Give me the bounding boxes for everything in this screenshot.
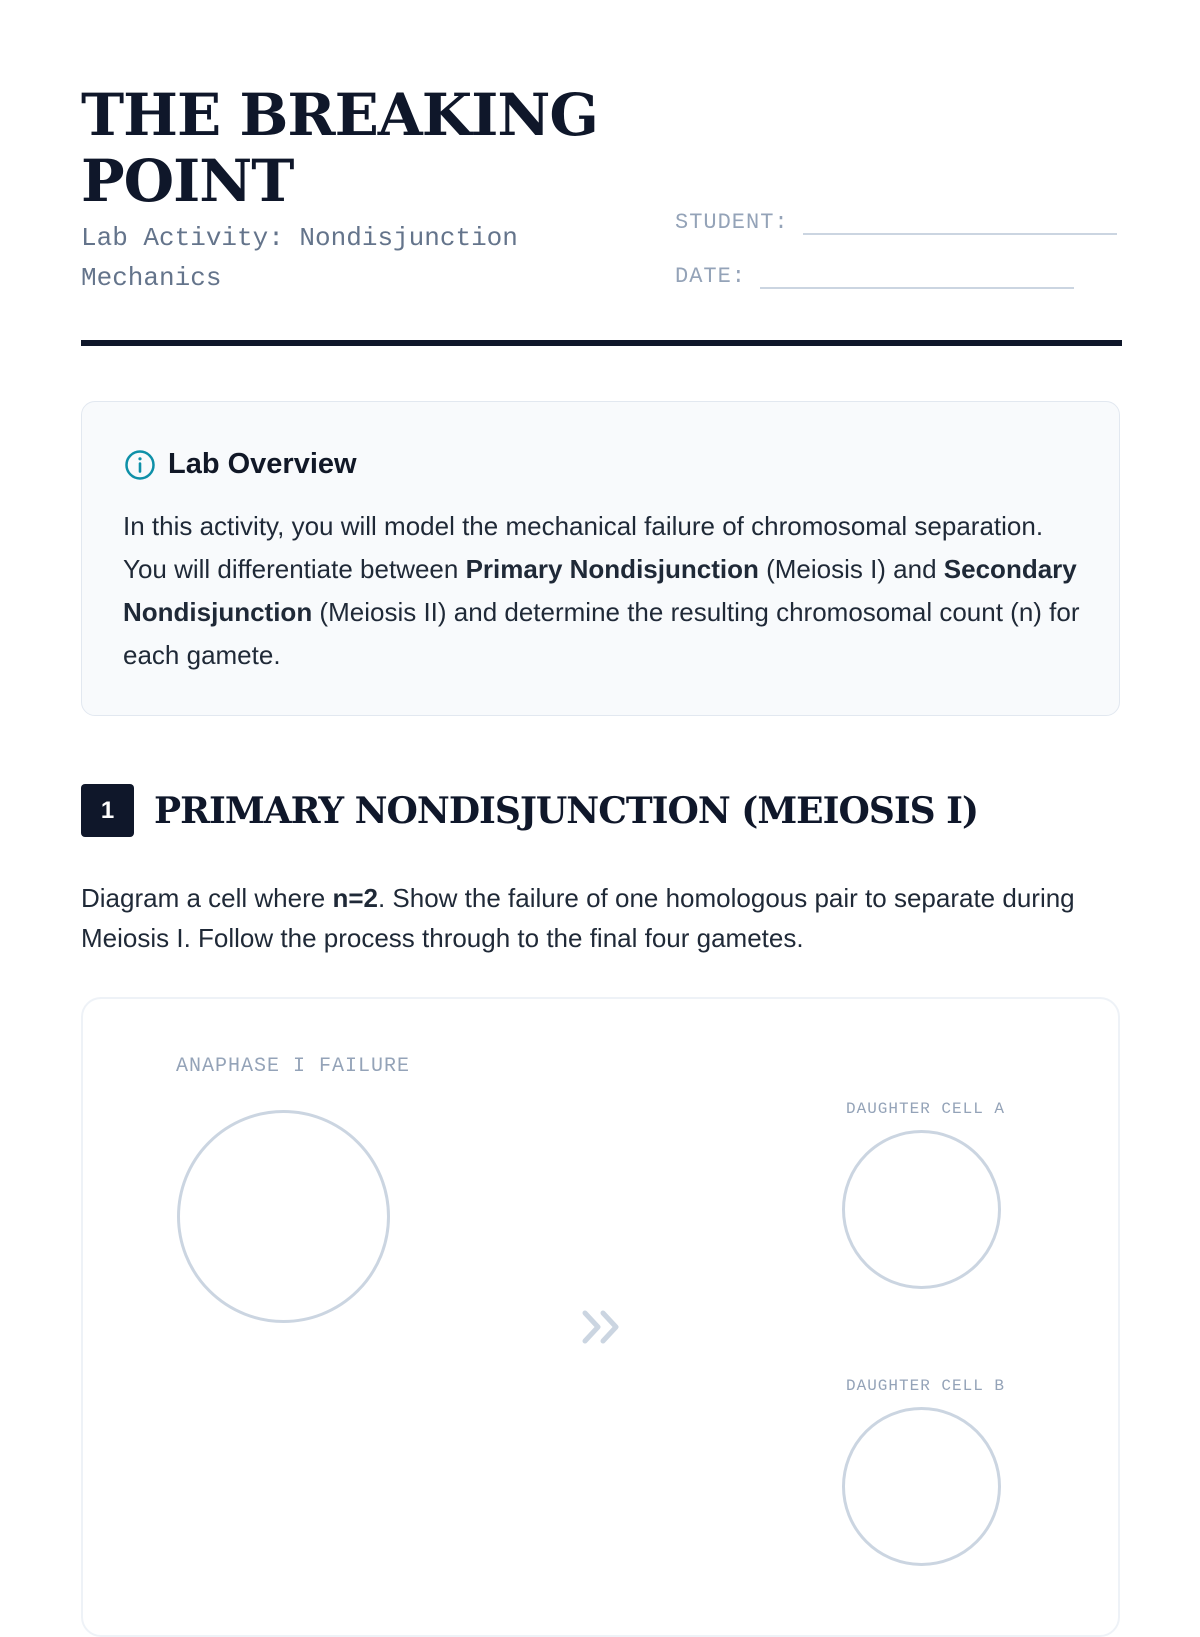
daughter-cell-a-label: DAUGHTER CELL A xyxy=(846,1100,1006,1118)
instruction-text-part: . Show the failure of one homologous pair to separate during Meiosis I. Follow the process through to the final four gametes. xyxy=(81,883,1075,953)
overview-text xyxy=(123,505,1083,677)
worksheet-header xyxy=(81,0,1122,350)
overview-text-part: In this activity, you will model the mechanical failure of chromosomal separation. You will differentiate between xyxy=(123,511,1044,584)
header-divider xyxy=(81,340,1122,346)
student-label: STUDENT: xyxy=(675,210,789,235)
instruction-bold-term: n=2 xyxy=(332,883,378,913)
overview-bold-term: Primary Nondisjunction xyxy=(465,554,759,584)
daughter-cell-b-label: DAUGHTER CELL B xyxy=(846,1377,1006,1395)
section-number-badge: 1 xyxy=(81,784,134,837)
section-1-header xyxy=(81,784,978,837)
date-field xyxy=(675,264,1074,289)
meiosis-diagram-area[interactable] xyxy=(81,997,1120,1637)
date-label: DATE: xyxy=(675,264,747,289)
student-field xyxy=(675,210,1117,235)
date-input-line[interactable] xyxy=(760,267,1074,289)
overview-bold-term: Secondary Nondisjunction xyxy=(123,554,1077,627)
worksheet-page xyxy=(81,0,1122,1395)
page-title: THE BREAKING POINT xyxy=(81,81,598,215)
overview-title: Lab Overview xyxy=(168,448,357,480)
daughter-cell-b-circle[interactable] xyxy=(842,1407,1001,1566)
section-title: PRIMARY NONDISJUNCTION (MEIOSIS I) xyxy=(154,789,979,832)
double-chevron-right-icon xyxy=(579,1307,623,1347)
daughter-cell-a-circle[interactable] xyxy=(842,1130,1001,1289)
instruction-text-part: Diagram a cell where xyxy=(81,883,333,913)
overview-text-part: (Meiosis I) and xyxy=(758,554,944,584)
lab-overview-box xyxy=(81,401,1120,716)
anaphase-label: ANAPHASE I FAILURE xyxy=(176,1055,411,1078)
info-icon xyxy=(124,449,156,481)
overview-text-part: (Meiosis II) and determine the resulting chromosomal count (n) for each gamete. xyxy=(123,597,1080,670)
page-subtitle: Lab Activity: Nondisjunction Mechanics xyxy=(81,223,518,293)
student-input-line[interactable] xyxy=(803,213,1117,235)
parent-cell-circle[interactable] xyxy=(177,1110,390,1323)
section-instructions xyxy=(81,878,1121,958)
overview-header xyxy=(124,448,357,481)
